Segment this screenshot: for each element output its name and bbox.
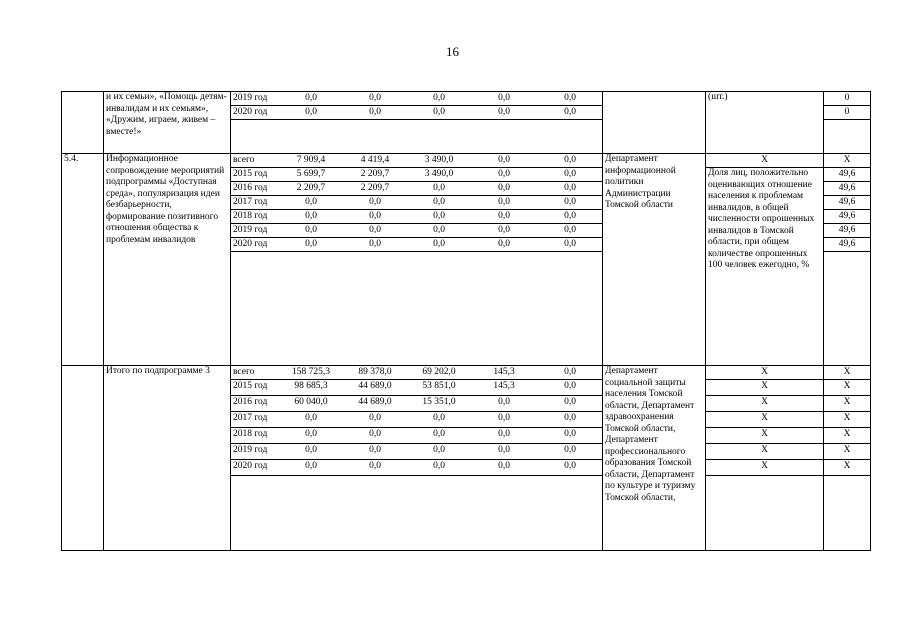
indicator-value: 49,6: [824, 196, 870, 210]
year-cell: 2015 год: [231, 168, 279, 182]
indicator-value: 49,6: [824, 210, 870, 224]
amount-cell: 0,0: [343, 106, 407, 120]
indicator-value: 0: [824, 106, 870, 120]
indicator-value: Х: [824, 154, 870, 168]
amount-cell: 0,0: [537, 412, 603, 428]
amount-cell: 0,0: [279, 196, 343, 210]
amount-cell: 0,0: [279, 428, 343, 444]
x-mark: Х: [706, 428, 823, 444]
amount-cell: 0,0: [407, 238, 471, 252]
amount-cell: 0,0: [471, 238, 537, 252]
indicator-value: 49,6: [824, 182, 870, 196]
funding-block: [231, 366, 603, 551]
funding-line: [231, 380, 603, 396]
funding-line: [231, 168, 603, 182]
amount-cell: 15 351,0: [407, 396, 471, 412]
x-mark: Х: [824, 428, 870, 444]
amount-cell: 0,0: [471, 168, 537, 182]
year-cell: 2016 год: [231, 182, 279, 196]
funding-line: [231, 196, 603, 210]
funding-line: [231, 444, 603, 460]
amount-cell: 44 689,0: [343, 380, 407, 396]
year-cell: всего: [231, 154, 279, 168]
amount-cell: 0,0: [407, 92, 471, 106]
indicator-value: 49,6: [824, 168, 870, 182]
year-cell: 2020 год: [231, 106, 279, 120]
amount-cell: 0,0: [407, 428, 471, 444]
funding-line: [231, 224, 603, 238]
amount-cell: 4 419,4: [343, 154, 407, 168]
amount-cell: 0,0: [471, 460, 537, 476]
measure-name: Информационное сопровождение мероприятий подпрограммы «Доступная среда», популяризация идеи безбарьерности, формирование позитивного отношения общества к проблемам инвалидов: [104, 154, 231, 366]
amount-cell: 0,0: [471, 196, 537, 210]
amount-cell: 0,0: [471, 154, 537, 168]
amount-cell: 0,0: [279, 412, 343, 428]
amount-cell: 0,0: [537, 396, 603, 412]
amount-cell: 44 689,0: [343, 396, 407, 412]
amount-cell: 0,0: [343, 224, 407, 238]
measure-name: и их семьи», «Помощь детям-инвалидам и их семьям», «Дружим, играем, живем – вместе!»: [104, 92, 231, 154]
row-number: [62, 366, 104, 551]
funding-line: [231, 210, 603, 224]
amount-cell: 7 909,4: [279, 154, 343, 168]
year-cell: всего: [231, 366, 279, 380]
indicator-block: [706, 154, 824, 366]
x-mark: Х: [706, 444, 823, 460]
table-row: [62, 92, 871, 154]
year-cell: 2017 год: [231, 196, 279, 210]
amount-cell: 0,0: [407, 460, 471, 476]
indicator-name: (шт.): [706, 92, 824, 154]
funding-line: [231, 428, 603, 444]
amount-cell: 0,0: [537, 168, 603, 182]
amount-cell: 0,0: [537, 196, 603, 210]
x-mark: Х: [824, 380, 870, 396]
executor: Департамент информационной политики Администрации Томской области: [603, 154, 706, 366]
year-cell: 2018 год: [231, 210, 279, 224]
x-mark: Х: [824, 444, 870, 460]
amount-cell: 0,0: [279, 224, 343, 238]
x-mark: Х: [824, 366, 870, 380]
amount-cell: 0,0: [537, 182, 603, 196]
amount-cell: 0,0: [471, 428, 537, 444]
amount-cell: 0,0: [407, 106, 471, 120]
x-mark: Х: [824, 460, 870, 476]
amount-cell: 0,0: [343, 92, 407, 106]
x-mark: Х: [706, 412, 823, 428]
amount-cell: 0,0: [537, 154, 603, 168]
year-cell: 2015 год: [231, 380, 279, 396]
amount-cell: 0,0: [407, 196, 471, 210]
funding-line: [231, 412, 603, 428]
measure-name: Итого по подпрограмме 3: [104, 366, 231, 551]
amount-cell: 0,0: [279, 106, 343, 120]
amount-cell: 0,0: [279, 238, 343, 252]
indicator-values: [824, 154, 871, 366]
x-mark: Х: [706, 460, 823, 476]
funding-line: [231, 460, 603, 476]
amount-cell: 0,0: [407, 412, 471, 428]
funding-line: [231, 396, 603, 412]
amount-cell: 0,0: [537, 92, 603, 106]
amount-cell: 0,0: [279, 444, 343, 460]
indicator-values: [824, 92, 871, 154]
indicator-value: 49,6: [824, 224, 870, 238]
funding-line: [231, 182, 603, 196]
amount-cell: 0,0: [407, 224, 471, 238]
amount-cell: 0,0: [537, 366, 603, 380]
year-cell: 2019 год: [231, 92, 279, 106]
amount-cell: 0,0: [343, 210, 407, 224]
x-mark: Х: [824, 412, 870, 428]
amount-cell: 0,0: [343, 444, 407, 460]
amount-cell: 0,0: [537, 444, 603, 460]
amount-cell: 0,0: [407, 444, 471, 460]
amount-cell: 0,0: [537, 380, 603, 396]
amount-cell: 0,0: [279, 460, 343, 476]
indicator-x-column: [706, 366, 824, 551]
executor: Департамент социальной защиты населения Томской области, Департамент здравоохранения Томской области, Департамент профессионального образования Томской области, Департамент по культуре и туризму Томской области,: [603, 366, 706, 551]
amount-cell: 98 685,3: [279, 380, 343, 396]
amount-cell: 0,0: [471, 182, 537, 196]
funding-block: [231, 92, 603, 154]
amount-cell: 145,3: [471, 380, 537, 396]
amount-cell: 0,0: [343, 428, 407, 444]
program-table: [61, 91, 871, 551]
amount-cell: 0,0: [471, 224, 537, 238]
table-row: [62, 366, 871, 551]
page-number: 16: [446, 44, 459, 59]
amount-cell: 2 209,7: [343, 168, 407, 182]
funding-line: [231, 154, 603, 168]
amount-cell: 0,0: [343, 196, 407, 210]
funding-line: [231, 366, 603, 380]
amount-cell: 158 725,3: [279, 366, 343, 380]
amount-cell: 0,0: [343, 238, 407, 252]
executor: [603, 92, 706, 154]
amount-cell: 0,0: [407, 182, 471, 196]
indicator-value: 49,6: [824, 238, 870, 252]
amount-cell: 145,3: [471, 366, 537, 380]
amount-cell: 53 851,0: [407, 380, 471, 396]
year-cell: 2020 год: [231, 238, 279, 252]
amount-cell: 5 699,7: [279, 168, 343, 182]
amount-cell: 0,0: [471, 444, 537, 460]
year-cell: 2017 год: [231, 412, 279, 428]
amount-cell: 0,0: [279, 210, 343, 224]
table-row: [62, 154, 871, 366]
amount-cell: 0,0: [471, 210, 537, 224]
amount-cell: 0,0: [343, 412, 407, 428]
amount-cell: 0,0: [537, 428, 603, 444]
amount-cell: 0,0: [471, 106, 537, 120]
funding-line: [231, 92, 603, 106]
amount-cell: 0,0: [471, 92, 537, 106]
amount-cell: 89 378,0: [343, 366, 407, 380]
amount-cell: 69 202,0: [407, 366, 471, 380]
x-mark: Х: [824, 396, 870, 412]
indicator-x-column: [824, 366, 871, 551]
row-number: [62, 92, 104, 154]
year-cell: 2016 год: [231, 396, 279, 412]
amount-cell: 3 490,0: [407, 154, 471, 168]
amount-cell: 2 209,7: [279, 182, 343, 196]
amount-cell: 0,0: [471, 396, 537, 412]
amount-cell: 0,0: [537, 106, 603, 120]
amount-cell: 0,0: [471, 412, 537, 428]
amount-cell: 0,0: [537, 210, 603, 224]
funding-block: [231, 154, 603, 366]
amount-cell: 0,0: [537, 224, 603, 238]
amount-cell: 0,0: [279, 92, 343, 106]
amount-cell: 0,0: [343, 460, 407, 476]
year-cell: 2018 год: [231, 428, 279, 444]
amount-cell: 0,0: [537, 460, 603, 476]
amount-cell: 2 209,7: [343, 182, 407, 196]
indicator-name: Доля лиц, положительно оценивающих отношение населения к проблемам инвалидов, в общей численности опрошенных инвалидов в Томской области, при общем количестве опрошенных 100 человек ежегодно, %: [708, 168, 815, 270]
indicator-x: Х: [706, 154, 823, 168]
x-mark: Х: [706, 366, 823, 380]
year-cell: 2019 год: [231, 444, 279, 460]
amount-cell: 3 490,0: [407, 168, 471, 182]
year-cell: 2020 год: [231, 460, 279, 476]
x-mark: Х: [706, 396, 823, 412]
funding-line: [231, 238, 603, 252]
indicator-value: 0: [824, 92, 870, 106]
row-number: 5.4.: [62, 154, 104, 366]
amount-cell: 60 040,0: [279, 396, 343, 412]
year-cell: 2019 год: [231, 224, 279, 238]
funding-line: [231, 106, 603, 120]
amount-cell: 0,0: [407, 210, 471, 224]
amount-cell: 0,0: [537, 238, 603, 252]
x-mark: Х: [706, 380, 823, 396]
